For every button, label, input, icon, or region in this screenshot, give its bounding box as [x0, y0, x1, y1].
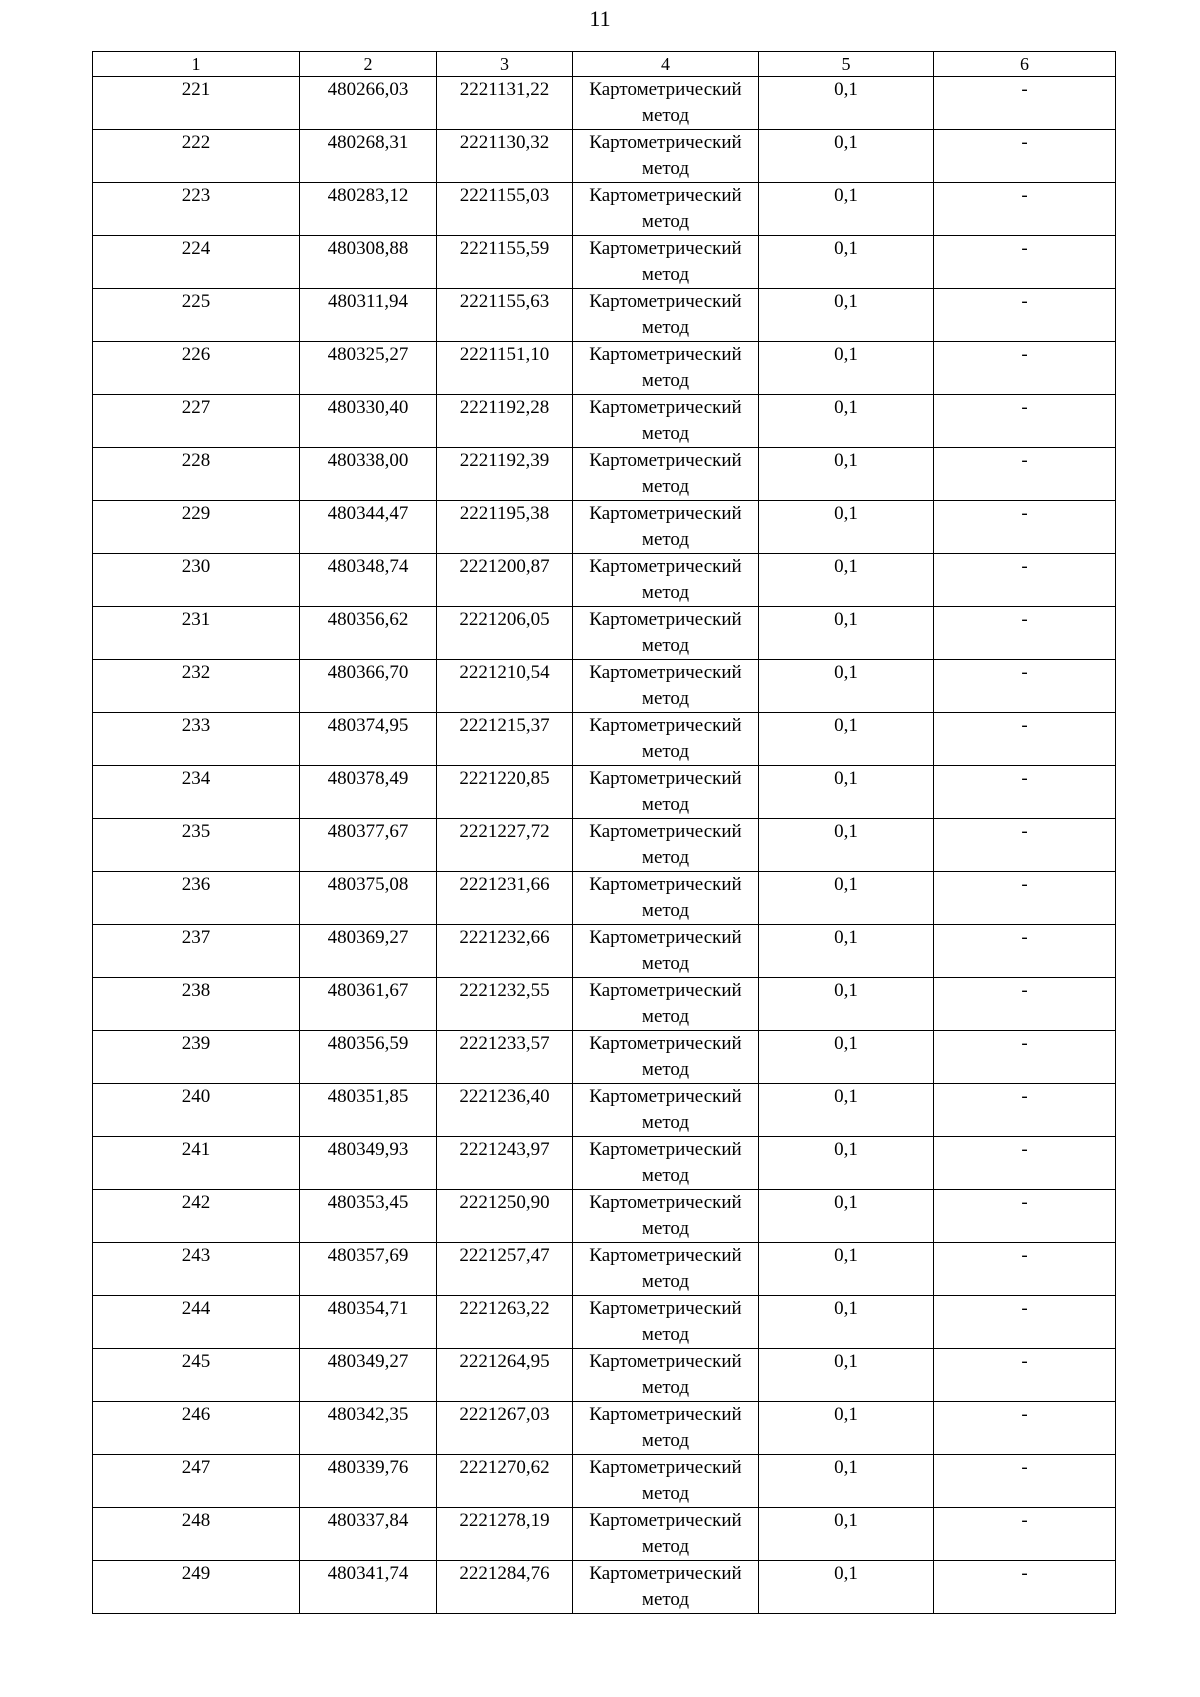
table-row — [93, 130, 1116, 183]
point-number-cell: 236 — [93, 872, 300, 925]
accuracy-cell: 0,1 — [759, 501, 934, 554]
note-cell: - — [934, 1455, 1116, 1508]
method-cell: Картометрический метод — [573, 1349, 759, 1402]
y-coordinate-cell: 2221206,05 — [437, 607, 573, 660]
note-cell: - — [934, 448, 1116, 501]
method-cell: Картометрический метод — [573, 925, 759, 978]
x-coordinate-cell: 480378,49 — [300, 766, 437, 819]
table-row — [93, 448, 1116, 501]
note-cell: - — [934, 1296, 1116, 1349]
table-row — [93, 1190, 1116, 1243]
method-cell: Картометрический метод — [573, 1455, 759, 1508]
accuracy-cell: 0,1 — [759, 130, 934, 183]
accuracy-cell: 0,1 — [759, 1084, 934, 1137]
x-coordinate-cell: 480377,67 — [300, 819, 437, 872]
y-coordinate-cell: 2221131,22 — [437, 77, 573, 130]
method-cell: Картометрический метод — [573, 660, 759, 713]
y-coordinate-cell: 2221257,47 — [437, 1243, 573, 1296]
y-coordinate-cell: 2221151,10 — [437, 342, 573, 395]
table-row — [93, 554, 1116, 607]
y-coordinate-cell: 2221270,62 — [437, 1455, 573, 1508]
point-number-cell: 229 — [93, 501, 300, 554]
accuracy-cell: 0,1 — [759, 1243, 934, 1296]
table-row — [93, 1508, 1116, 1561]
method-cell: Картометрический метод — [573, 819, 759, 872]
x-coordinate-cell: 480356,59 — [300, 1031, 437, 1084]
x-coordinate-cell: 480311,94 — [300, 289, 437, 342]
point-number-cell: 243 — [93, 1243, 300, 1296]
point-number-cell: 222 — [93, 130, 300, 183]
note-cell: - — [934, 978, 1116, 1031]
method-cell: Картометрический метод — [573, 766, 759, 819]
column-header: 4 — [573, 52, 759, 77]
point-number-cell: 226 — [93, 342, 300, 395]
note-cell: - — [934, 130, 1116, 183]
method-cell: Картометрический метод — [573, 501, 759, 554]
y-coordinate-cell: 2221236,40 — [437, 1084, 573, 1137]
table-row — [93, 1402, 1116, 1455]
method-cell: Картометрический метод — [573, 395, 759, 448]
point-number-cell: 232 — [93, 660, 300, 713]
method-cell: Картометрический метод — [573, 183, 759, 236]
table-row — [93, 1561, 1116, 1614]
accuracy-cell: 0,1 — [759, 395, 934, 448]
table-row — [93, 1455, 1116, 1508]
note-cell: - — [934, 342, 1116, 395]
page-number: 11 — [589, 6, 611, 31]
point-number-cell: 234 — [93, 766, 300, 819]
note-cell: - — [934, 77, 1116, 130]
y-coordinate-cell: 2221210,54 — [437, 660, 573, 713]
table-body — [93, 52, 1116, 1614]
table-row — [93, 978, 1116, 1031]
table-row — [93, 1349, 1116, 1402]
x-coordinate-cell: 480357,69 — [300, 1243, 437, 1296]
accuracy-cell: 0,1 — [759, 554, 934, 607]
point-number-cell: 223 — [93, 183, 300, 236]
accuracy-cell: 0,1 — [759, 607, 934, 660]
y-coordinate-cell: 2221215,37 — [437, 713, 573, 766]
note-cell: - — [934, 183, 1116, 236]
note-cell: - — [934, 289, 1116, 342]
method-cell: Картометрический метод — [573, 289, 759, 342]
note-cell: - — [934, 1031, 1116, 1084]
accuracy-cell: 0,1 — [759, 978, 934, 1031]
method-cell: Картометрический метод — [573, 1402, 759, 1455]
point-number-cell: 227 — [93, 395, 300, 448]
accuracy-cell: 0,1 — [759, 1137, 934, 1190]
point-number-cell: 235 — [93, 819, 300, 872]
x-coordinate-cell: 480341,74 — [300, 1561, 437, 1614]
table-row — [93, 660, 1116, 713]
table-row — [93, 766, 1116, 819]
x-coordinate-cell: 480354,71 — [300, 1296, 437, 1349]
table-row — [93, 342, 1116, 395]
coordinates-table — [92, 51, 1116, 1614]
note-cell: - — [934, 1243, 1116, 1296]
point-number-cell: 247 — [93, 1455, 300, 1508]
method-cell: Картометрический метод — [573, 713, 759, 766]
x-coordinate-cell: 480337,84 — [300, 1508, 437, 1561]
y-coordinate-cell: 2221232,55 — [437, 978, 573, 1031]
point-number-cell: 240 — [93, 1084, 300, 1137]
method-cell: Картометрический метод — [573, 448, 759, 501]
y-coordinate-cell: 2221155,63 — [437, 289, 573, 342]
table-row — [93, 236, 1116, 289]
table-row — [93, 395, 1116, 448]
x-coordinate-cell: 480375,08 — [300, 872, 437, 925]
y-coordinate-cell: 2221243,97 — [437, 1137, 573, 1190]
table-header-row — [93, 52, 1116, 77]
table-row — [93, 607, 1116, 660]
note-cell: - — [934, 1084, 1116, 1137]
point-number-cell: 230 — [93, 554, 300, 607]
point-number-cell: 248 — [93, 1508, 300, 1561]
method-cell: Картометрический метод — [573, 130, 759, 183]
table-row — [93, 1084, 1116, 1137]
method-cell: Картометрический метод — [573, 872, 759, 925]
point-number-cell: 238 — [93, 978, 300, 1031]
point-number-cell: 237 — [93, 925, 300, 978]
y-coordinate-cell: 2221284,76 — [437, 1561, 573, 1614]
table-row — [93, 819, 1116, 872]
method-cell: Картометрический метод — [573, 1561, 759, 1614]
x-coordinate-cell: 480374,95 — [300, 713, 437, 766]
x-coordinate-cell: 480339,76 — [300, 1455, 437, 1508]
note-cell: - — [934, 1349, 1116, 1402]
y-coordinate-cell: 2221200,87 — [437, 554, 573, 607]
column-header: 3 — [437, 52, 573, 77]
method-cell: Картометрический метод — [573, 1084, 759, 1137]
method-cell: Картометрический метод — [573, 1031, 759, 1084]
note-cell: - — [934, 1561, 1116, 1614]
point-number-cell: 242 — [93, 1190, 300, 1243]
note-cell: - — [934, 713, 1116, 766]
y-coordinate-cell: 2221192,39 — [437, 448, 573, 501]
accuracy-cell: 0,1 — [759, 819, 934, 872]
table-row — [93, 77, 1116, 130]
table-row — [93, 183, 1116, 236]
point-number-cell: 224 — [93, 236, 300, 289]
note-cell: - — [934, 501, 1116, 554]
y-coordinate-cell: 2221250,90 — [437, 1190, 573, 1243]
method-cell: Картометрический метод — [573, 607, 759, 660]
x-coordinate-cell: 480342,35 — [300, 1402, 437, 1455]
note-cell: - — [934, 395, 1116, 448]
y-coordinate-cell: 2221232,66 — [437, 925, 573, 978]
x-coordinate-cell: 480366,70 — [300, 660, 437, 713]
note-cell: - — [934, 236, 1116, 289]
table-row — [93, 1243, 1116, 1296]
x-coordinate-cell: 480349,93 — [300, 1137, 437, 1190]
note-cell: - — [934, 1190, 1116, 1243]
accuracy-cell: 0,1 — [759, 1508, 934, 1561]
x-coordinate-cell: 480325,27 — [300, 342, 437, 395]
point-number-cell: 241 — [93, 1137, 300, 1190]
point-number-cell: 239 — [93, 1031, 300, 1084]
accuracy-cell: 0,1 — [759, 77, 934, 130]
x-coordinate-cell: 480349,27 — [300, 1349, 437, 1402]
method-cell: Картометрический метод — [573, 1137, 759, 1190]
x-coordinate-cell: 480353,45 — [300, 1190, 437, 1243]
point-number-cell: 245 — [93, 1349, 300, 1402]
point-number-cell: 225 — [93, 289, 300, 342]
table-row — [93, 1296, 1116, 1349]
table-row — [93, 925, 1116, 978]
accuracy-cell: 0,1 — [759, 925, 934, 978]
accuracy-cell: 0,1 — [759, 236, 934, 289]
accuracy-cell: 0,1 — [759, 1190, 934, 1243]
x-coordinate-cell: 480283,12 — [300, 183, 437, 236]
note-cell: - — [934, 1402, 1116, 1455]
note-cell: - — [934, 660, 1116, 713]
accuracy-cell: 0,1 — [759, 872, 934, 925]
accuracy-cell: 0,1 — [759, 1031, 934, 1084]
x-coordinate-cell: 480361,67 — [300, 978, 437, 1031]
table-row — [93, 1031, 1116, 1084]
table-row — [93, 713, 1116, 766]
y-coordinate-cell: 2221130,32 — [437, 130, 573, 183]
accuracy-cell: 0,1 — [759, 1455, 934, 1508]
y-coordinate-cell: 2221192,28 — [437, 395, 573, 448]
point-number-cell: 249 — [93, 1561, 300, 1614]
note-cell: - — [934, 1137, 1116, 1190]
y-coordinate-cell: 2221155,03 — [437, 183, 573, 236]
x-coordinate-cell: 480351,85 — [300, 1084, 437, 1137]
note-cell: - — [934, 1508, 1116, 1561]
note-cell: - — [934, 607, 1116, 660]
x-coordinate-cell: 480344,47 — [300, 501, 437, 554]
note-cell: - — [934, 554, 1116, 607]
accuracy-cell: 0,1 — [759, 1561, 934, 1614]
method-cell: Картометрический метод — [573, 978, 759, 1031]
y-coordinate-cell: 2221155,59 — [437, 236, 573, 289]
method-cell: Картометрический метод — [573, 342, 759, 395]
y-coordinate-cell: 2221220,85 — [437, 766, 573, 819]
accuracy-cell: 0,1 — [759, 289, 934, 342]
method-cell: Картометрический метод — [573, 1508, 759, 1561]
accuracy-cell: 0,1 — [759, 713, 934, 766]
note-cell: - — [934, 925, 1116, 978]
column-header: 2 — [300, 52, 437, 77]
accuracy-cell: 0,1 — [759, 1402, 934, 1455]
method-cell: Картометрический метод — [573, 236, 759, 289]
column-header: 6 — [934, 52, 1116, 77]
y-coordinate-cell: 2221227,72 — [437, 819, 573, 872]
accuracy-cell: 0,1 — [759, 1296, 934, 1349]
table-row — [93, 289, 1116, 342]
note-cell: - — [934, 819, 1116, 872]
column-header: 5 — [759, 52, 934, 77]
note-cell: - — [934, 872, 1116, 925]
y-coordinate-cell: 2221278,19 — [437, 1508, 573, 1561]
y-coordinate-cell: 2221195,38 — [437, 501, 573, 554]
x-coordinate-cell: 480330,40 — [300, 395, 437, 448]
method-cell: Картометрический метод — [573, 77, 759, 130]
y-coordinate-cell: 2221267,03 — [437, 1402, 573, 1455]
accuracy-cell: 0,1 — [759, 660, 934, 713]
x-coordinate-cell: 480268,31 — [300, 130, 437, 183]
method-cell: Картометрический метод — [573, 554, 759, 607]
y-coordinate-cell: 2221263,22 — [437, 1296, 573, 1349]
table-row — [93, 872, 1116, 925]
x-coordinate-cell: 480266,03 — [300, 77, 437, 130]
accuracy-cell: 0,1 — [759, 1349, 934, 1402]
accuracy-cell: 0,1 — [759, 183, 934, 236]
point-number-cell: 221 — [93, 77, 300, 130]
point-number-cell: 246 — [93, 1402, 300, 1455]
method-cell: Картометрический метод — [573, 1296, 759, 1349]
point-number-cell: 231 — [93, 607, 300, 660]
point-number-cell: 244 — [93, 1296, 300, 1349]
x-coordinate-cell: 480348,74 — [300, 554, 437, 607]
y-coordinate-cell: 2221233,57 — [437, 1031, 573, 1084]
table-row — [93, 501, 1116, 554]
column-header: 1 — [93, 52, 300, 77]
point-number-cell: 228 — [93, 448, 300, 501]
x-coordinate-cell: 480356,62 — [300, 607, 437, 660]
point-number-cell: 233 — [93, 713, 300, 766]
x-coordinate-cell: 480338,00 — [300, 448, 437, 501]
method-cell: Картометрический метод — [573, 1243, 759, 1296]
note-cell: - — [934, 766, 1116, 819]
x-coordinate-cell: 480369,27 — [300, 925, 437, 978]
y-coordinate-cell: 2221231,66 — [437, 872, 573, 925]
method-cell: Картометрический метод — [573, 1190, 759, 1243]
accuracy-cell: 0,1 — [759, 342, 934, 395]
accuracy-cell: 0,1 — [759, 448, 934, 501]
accuracy-cell: 0,1 — [759, 766, 934, 819]
table-row — [93, 1137, 1116, 1190]
x-coordinate-cell: 480308,88 — [300, 236, 437, 289]
y-coordinate-cell: 2221264,95 — [437, 1349, 573, 1402]
